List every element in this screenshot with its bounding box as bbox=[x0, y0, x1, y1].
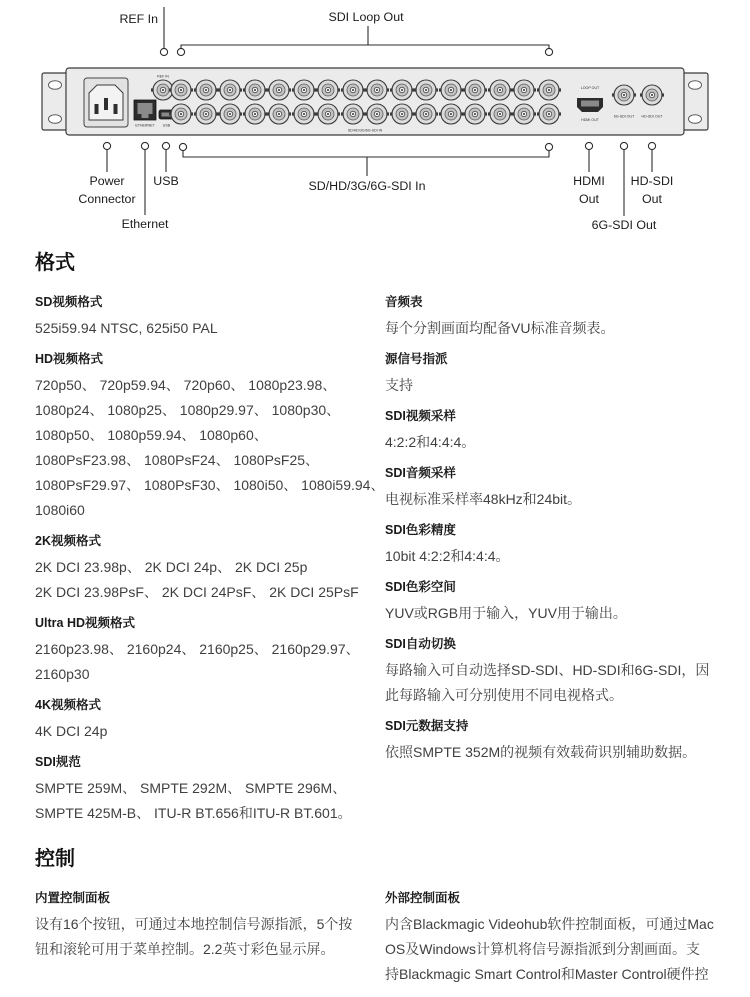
spec-text-line: 钮和滚轮可用于菜单控制。2.2英寸彩色显示屏。 bbox=[35, 941, 335, 957]
formats-right-column bbox=[385, 294, 715, 836]
formats-columns bbox=[35, 294, 715, 836]
top-callouts bbox=[119, 7, 552, 56]
spec-title: HD视频格式 bbox=[35, 352, 104, 366]
spec-text-line: 内含Blackmagic Videohub软件控制面板，可通过Mac bbox=[385, 916, 714, 932]
spec-section-sd-video bbox=[35, 294, 385, 341]
panel-label-ref-in: REF IN bbox=[157, 74, 169, 79]
spec-section-audio-meters bbox=[385, 294, 715, 341]
spec-text-line: 1080p50、 1080p59.94、 1080p60、 bbox=[35, 427, 268, 443]
spec-text-line: 设有16个按钮，可通过本地控制信号源指派，5个按 bbox=[35, 916, 353, 932]
spec-title: SDI自动切换 bbox=[385, 637, 456, 651]
mount-hole bbox=[689, 81, 702, 90]
callout-label-hdsdi-2: Out bbox=[642, 192, 662, 206]
panel-label-usb: USB bbox=[162, 123, 171, 128]
panel-label-loop-out: LOOP OUT bbox=[580, 86, 600, 90]
spec-title: 源信号指派 bbox=[385, 352, 448, 366]
spec-title: SDI规范 bbox=[35, 755, 81, 769]
spec-text-line: 支持 bbox=[385, 377, 413, 393]
spec-section-sdi-auto-switching bbox=[385, 636, 715, 708]
spec-text-line: 2K DCI 23.98PsF、 2K DCI 24PsF、 2K DCI 25PsF bbox=[35, 584, 359, 600]
spec-text-line: SMPTE 425M-B、 ITU-R BT.656和ITU-R BT.601。 bbox=[35, 805, 352, 821]
callout-label-power-2: Connector bbox=[78, 192, 136, 206]
spec-text-line: 720p50、 720p59.94、 720p60、 1080p23.98、 bbox=[35, 377, 337, 393]
spec-content bbox=[0, 252, 750, 997]
panel-label-hdmi-out: HDMI OUT bbox=[581, 118, 599, 122]
callout-anchor bbox=[620, 142, 627, 149]
spec-text-line: 4K DCI 24p bbox=[35, 723, 108, 739]
spec-text-line: 1080i60 bbox=[35, 502, 85, 518]
spec-text-line: 1080PsF23.98、 1080PsF24、 1080PsF25、 bbox=[35, 452, 320, 468]
spec-section-ultrahd-video bbox=[35, 615, 385, 687]
rear-panel-diagram bbox=[0, 0, 750, 240]
panel-label-hd-sdi-out: HD-SDI OUT bbox=[641, 114, 663, 119]
bottom-callouts bbox=[78, 142, 673, 232]
callout-anchor bbox=[177, 48, 184, 55]
spec-text-line: 2160p23.98、 2160p24、 2160p25、 2160p29.97、 bbox=[35, 641, 360, 657]
callout-label-sdi-loop-out: SDI Loop Out bbox=[328, 10, 404, 24]
spec-title: SDI视频采样 bbox=[385, 409, 456, 423]
mount-hole bbox=[689, 115, 702, 124]
mount-hole bbox=[49, 81, 62, 90]
callout-bracket bbox=[183, 151, 549, 157]
control-columns bbox=[35, 890, 715, 997]
spec-text-line: OS及Windows计算机将信号源指派到分割画面。支 bbox=[385, 941, 701, 957]
spec-section-sdi-metadata bbox=[385, 718, 715, 765]
spec-section-sdi-color-space bbox=[385, 579, 715, 626]
callout-label-hdmi-2: Out bbox=[579, 192, 599, 206]
spec-section-4k-video bbox=[35, 697, 385, 744]
spec-title: 2K视频格式 bbox=[35, 534, 101, 548]
spec-section-2k-video bbox=[35, 533, 385, 605]
spec-section-external-control-panel bbox=[385, 890, 715, 987]
panel-label-ethernet: ETHERNET bbox=[135, 123, 155, 128]
callout-bracket bbox=[181, 45, 549, 49]
spec-text-line: 依照SMPTE 352M的视频有效载荷识别辅助数据。 bbox=[385, 744, 697, 760]
mount-hole bbox=[49, 115, 62, 124]
callout-label-ethernet: Ethernet bbox=[121, 217, 169, 231]
control-right-column bbox=[385, 890, 715, 997]
callout-anchor bbox=[141, 142, 148, 149]
spec-title: 4K视频格式 bbox=[35, 698, 101, 712]
spec-section-sdi-audio-sampling bbox=[385, 465, 715, 512]
spec-title: 外部控制面板 bbox=[385, 891, 461, 905]
section-heading-control: 控制 bbox=[35, 848, 75, 870]
callout-label-ref-in: REF In bbox=[119, 12, 158, 26]
spec-text-line: 1080PsF29.97、 1080PsF30、 1080i50、 1080i59.94、 bbox=[35, 477, 385, 493]
spec-section-sdi-color-precision bbox=[385, 522, 715, 569]
spec-text-line: SMPTE 259M、 SMPTE 292M、 SMPTE 296M、 bbox=[35, 780, 347, 796]
spec-title: SDI音频采样 bbox=[385, 466, 456, 480]
callout-anchor bbox=[162, 142, 169, 149]
callout-anchor bbox=[103, 142, 110, 149]
spec-title: 音频表 bbox=[385, 295, 423, 309]
panel-label-6g-sdi-out: 6G-SDI OUT bbox=[613, 114, 635, 119]
callout-label-sdi-in: SD/HD/3G/6G-SDI In bbox=[308, 179, 426, 193]
callout-label-usb: USB bbox=[153, 174, 179, 188]
callout-label-power-1: Power bbox=[89, 174, 125, 188]
spec-text-line: 2K DCI 23.98p、 2K DCI 24p、 2K DCI 25p bbox=[35, 559, 308, 575]
spec-section-source-routing bbox=[385, 351, 715, 398]
spec-text-line: 1080p24、 1080p25、 1080p29.97、 1080p30、 bbox=[35, 402, 341, 418]
section-heading-formats: 格式 bbox=[35, 252, 75, 274]
spec-title: SD视频格式 bbox=[35, 295, 103, 309]
spec-title: SDI色彩精度 bbox=[385, 523, 456, 537]
spec-title: 内置控制面板 bbox=[35, 891, 111, 905]
spec-section-sdi-video-sampling bbox=[385, 408, 715, 455]
callout-label-hdsdi-1: HD-SDI bbox=[630, 174, 674, 188]
spec-section-sdi-compliance bbox=[35, 754, 385, 826]
callout-anchor bbox=[545, 48, 552, 55]
spec-title: Ultra HD视频格式 bbox=[35, 616, 136, 630]
spec-text-line: 持Blackmagic Smart Control和Master Control硬件控 bbox=[385, 966, 709, 982]
callout-anchor bbox=[545, 143, 552, 150]
spec-text-line: 每个分割画面均配备VU标准音频表。 bbox=[385, 320, 615, 336]
power-connector bbox=[84, 78, 128, 127]
rear-panel bbox=[42, 68, 708, 135]
spec-section-hd-video bbox=[35, 351, 385, 523]
control-left-column bbox=[35, 890, 385, 997]
spec-title: SDI元数据支持 bbox=[385, 719, 469, 733]
spec-section-built-in-control-panel bbox=[35, 890, 385, 962]
callout-anchor bbox=[179, 143, 186, 150]
spec-text-line: 10bit 4:2:2和4:4:4。 bbox=[385, 548, 510, 564]
spec-text-line: 此每路输入可分别使用不同电视格式。 bbox=[385, 687, 623, 703]
spec-text-line: YUV或RGB用于输入，YUV用于输出。 bbox=[385, 605, 627, 621]
spec-title: SDI色彩空间 bbox=[385, 580, 456, 594]
spec-text-line: 2160p30 bbox=[35, 666, 90, 682]
callout-anchor bbox=[160, 48, 167, 55]
callout-label-6g-sdi-out: 6G-SDI Out bbox=[591, 218, 657, 232]
spec-text-line: 4:2:2和4:4:4。 bbox=[385, 434, 476, 450]
spec-text-line: 电视标准采样率48kHz和24bit。 bbox=[385, 491, 582, 507]
spec-text-line: 每路输入可自动选择SD-SDI、HD-SDI和6G-SDI，因 bbox=[385, 662, 710, 678]
callout-anchor bbox=[648, 142, 655, 149]
callout-anchor bbox=[585, 142, 592, 149]
spec-text-line: 525i59.94 NTSC, 625i50 PAL bbox=[35, 320, 218, 336]
ethernet-port bbox=[134, 100, 156, 128]
formats-left-column bbox=[35, 294, 385, 836]
panel-label-sdi-in: SD/HD/3G/6G-SDI IN bbox=[347, 128, 383, 133]
callout-label-hdmi-1: HDMI bbox=[573, 174, 605, 188]
